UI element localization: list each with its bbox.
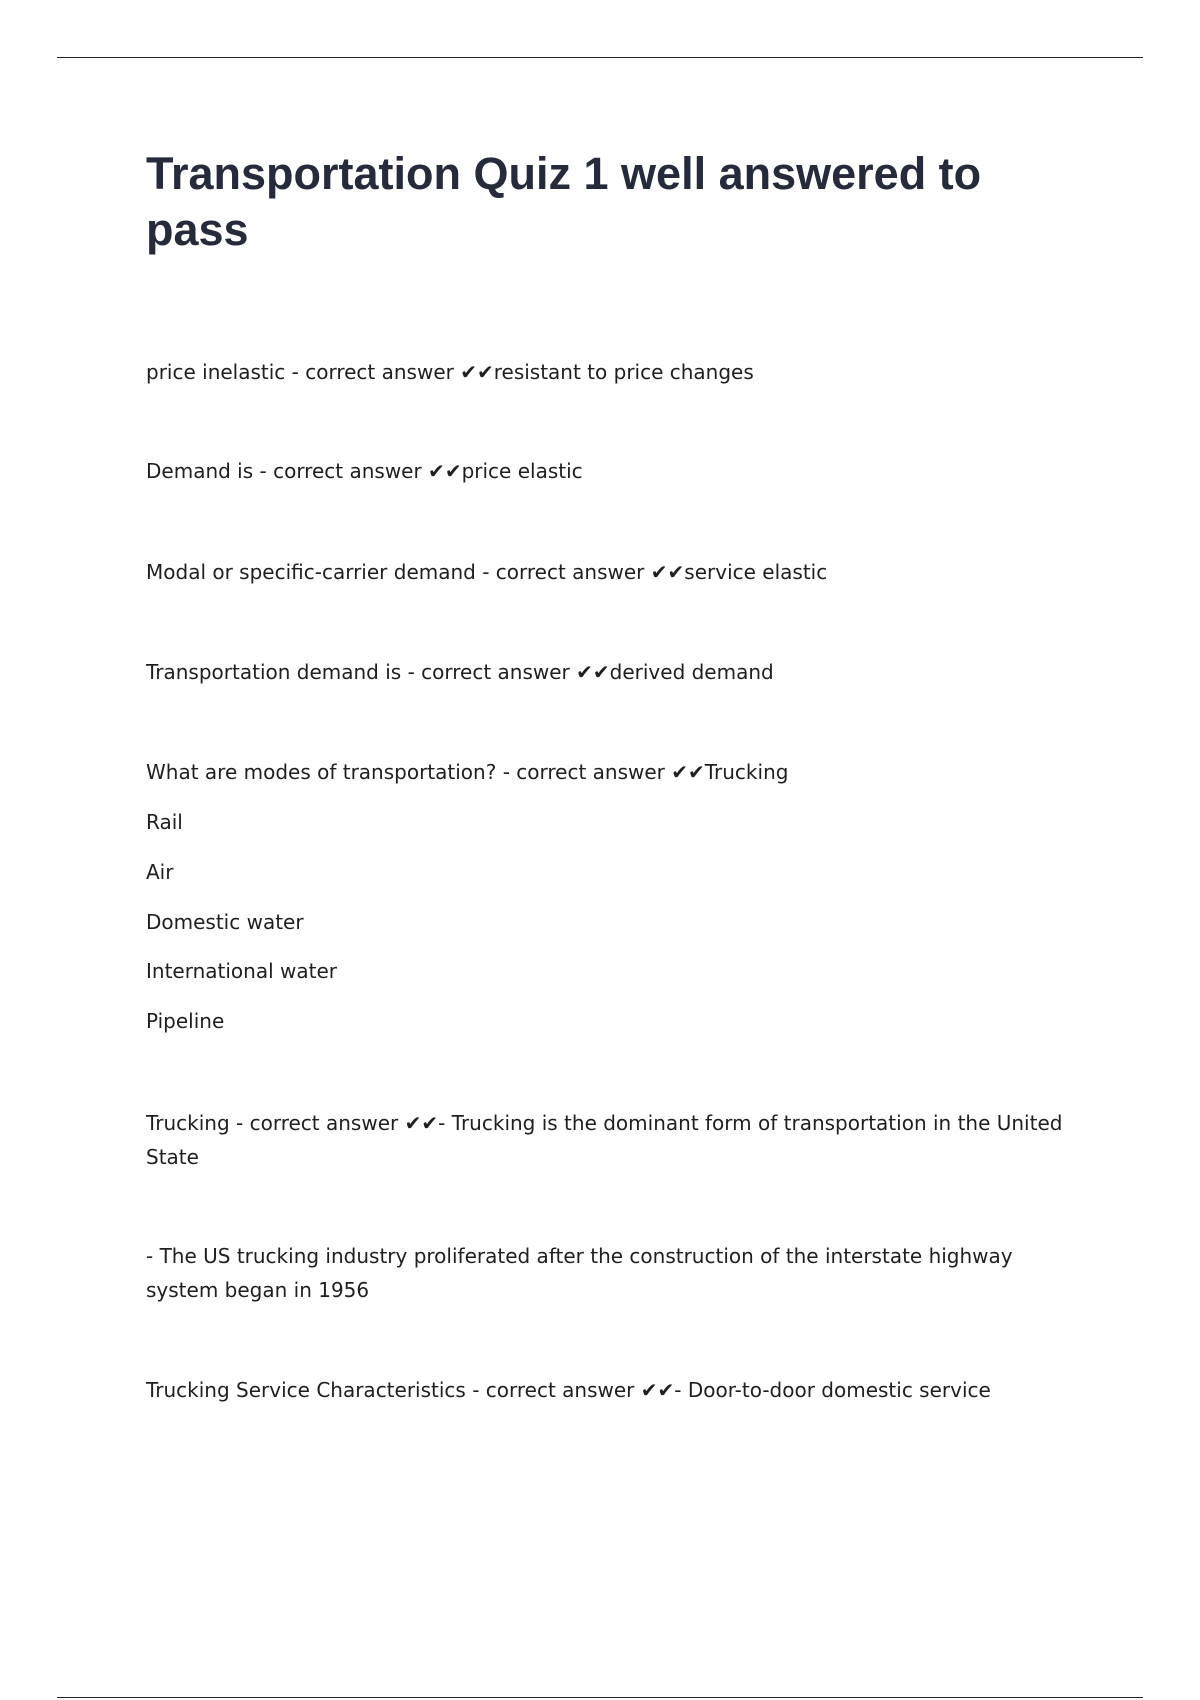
list-item: Rail <box>146 810 183 834</box>
list-item: Pipeline <box>146 1009 225 1033</box>
qa-entry: Demand is - correct answer ✔✔price elastic <box>146 459 583 483</box>
qa-entry: What are modes of transportation? - correct answer ✔✔Trucking <box>146 760 789 784</box>
bottom-rule <box>57 1697 1143 1698</box>
top-rule <box>57 57 1143 58</box>
list-item: Domestic water <box>146 910 304 934</box>
qa-entry: Modal or specific-carrier demand - correct answer ✔✔service elastic <box>146 560 828 584</box>
qa-entry: Trucking Service Characteristics - correct answer ✔✔- Door-to-door domestic service <box>146 1378 991 1402</box>
qa-entry: price inelastic - correct answer ✔✔resistant to price changes <box>146 360 754 384</box>
qa-entry: Trucking - correct answer ✔✔- Trucking is the dominant form of transportation in the United State <box>146 1111 1063 1169</box>
page-title: Transportation Quiz 1 well answered to pass <box>146 148 982 255</box>
list-item: Air <box>146 860 174 884</box>
qa-entry: - The US trucking industry proliferated after the construction of the interstate highway system began in 1956 <box>146 1244 1013 1302</box>
qa-entry: Transportation demand is - correct answer ✔✔derived demand <box>146 660 774 684</box>
list-item: International water <box>146 959 337 983</box>
